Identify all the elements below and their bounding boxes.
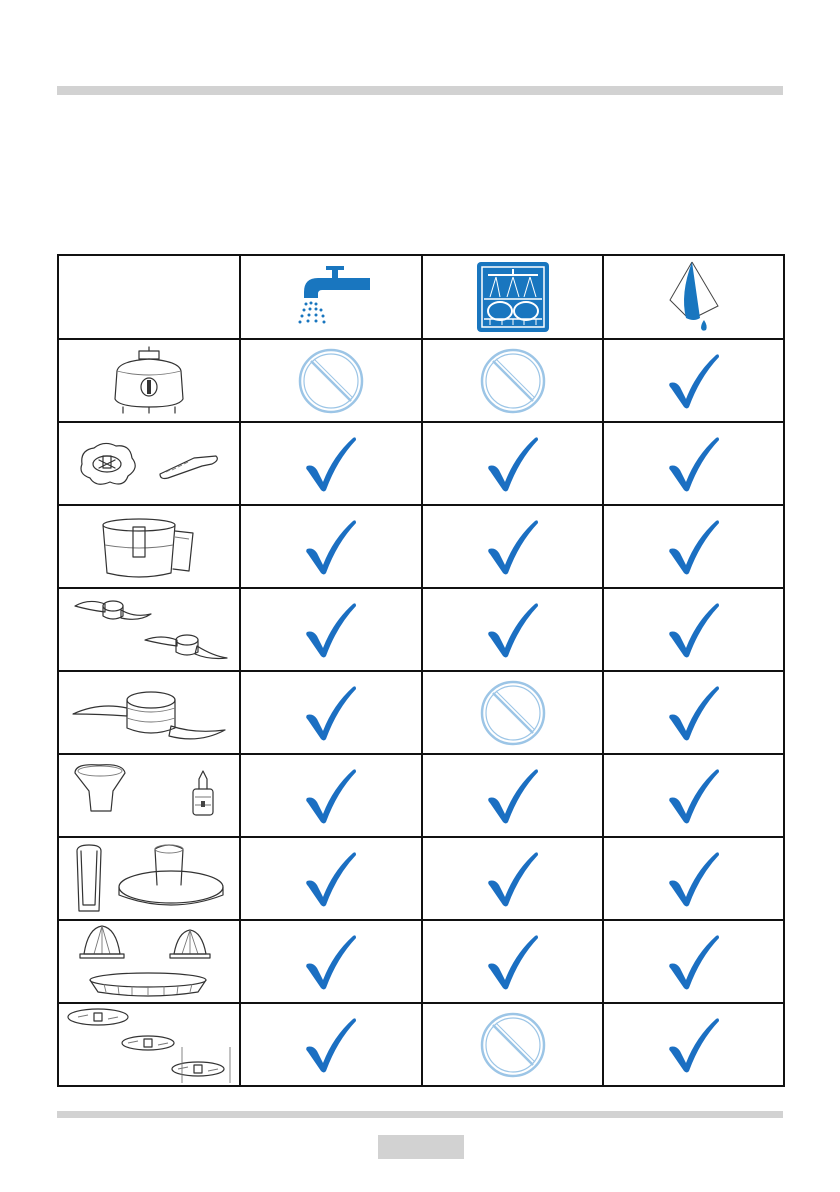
header-tap-cell <box>240 255 422 339</box>
status-cell <box>240 837 422 920</box>
part-cell <box>58 754 240 837</box>
check-icon <box>485 849 541 909</box>
status-cell <box>422 920 603 1003</box>
status-cell <box>422 671 603 754</box>
table-row <box>58 588 784 671</box>
status-cell <box>240 754 422 837</box>
status-cell <box>240 1003 422 1086</box>
status-cell <box>422 422 603 505</box>
prohibited-icon <box>478 1010 548 1080</box>
disc-and-spatula-icon <box>74 434 224 494</box>
header-dishwasher-cell <box>422 255 603 339</box>
status-cell <box>422 505 603 588</box>
part-cell <box>58 588 240 671</box>
status-cell <box>422 837 603 920</box>
table-row <box>58 505 784 588</box>
status-cell <box>603 754 784 837</box>
check-icon <box>303 434 359 494</box>
processing-bowl-icon <box>89 511 209 583</box>
check-icon <box>485 434 541 494</box>
table-row <box>58 339 784 422</box>
status-cell <box>603 505 784 588</box>
status-cell <box>603 588 784 671</box>
status-cell <box>240 920 422 1003</box>
status-cell <box>240 671 422 754</box>
part-cell <box>58 920 240 1003</box>
table-row <box>58 754 784 837</box>
table-row <box>58 671 784 754</box>
dishwasher-icon <box>476 261 550 333</box>
prohibited-icon <box>296 346 366 416</box>
part-cell <box>58 671 240 754</box>
status-cell <box>603 671 784 754</box>
page-number-tab <box>378 1135 464 1159</box>
check-icon <box>485 600 541 660</box>
table-row <box>58 920 784 1003</box>
header-cloth-cell <box>603 255 784 339</box>
check-icon <box>485 766 541 826</box>
prohibited-icon <box>478 678 548 748</box>
status-cell <box>240 339 422 422</box>
status-cell <box>240 422 422 505</box>
table-row <box>58 422 784 505</box>
cup-and-coupler-icon <box>69 761 229 831</box>
status-cell <box>603 1003 784 1086</box>
check-icon <box>666 1015 722 1075</box>
status-cell <box>603 837 784 920</box>
table-row <box>58 837 784 920</box>
table-row <box>58 1003 784 1086</box>
check-icon <box>666 434 722 494</box>
motor-base-icon <box>99 345 199 417</box>
cleaning-table <box>57 254 785 1087</box>
check-icon <box>666 932 722 992</box>
check-icon <box>666 766 722 826</box>
juicer-cones-icon <box>74 924 224 1000</box>
status-cell <box>603 920 784 1003</box>
check-icon <box>666 683 722 743</box>
status-cell <box>422 339 603 422</box>
pusher-and-lid-icon <box>69 841 229 917</box>
check-icon <box>303 683 359 743</box>
status-cell <box>240 505 422 588</box>
header-blank-cell <box>58 255 240 339</box>
part-cell <box>58 505 240 588</box>
check-icon <box>303 517 359 577</box>
status-cell <box>240 588 422 671</box>
part-cell <box>58 1003 240 1086</box>
check-icon <box>666 600 722 660</box>
check-icon <box>303 849 359 909</box>
part-cell <box>58 837 240 920</box>
check-icon <box>485 517 541 577</box>
part-cell <box>58 339 240 422</box>
main-blade-icon <box>69 678 229 748</box>
status-cell <box>603 339 784 422</box>
check-icon <box>666 351 722 411</box>
footer-rule <box>57 1111 783 1118</box>
status-cell <box>422 588 603 671</box>
check-icon <box>485 932 541 992</box>
slicing-discs-icon <box>64 1007 234 1083</box>
check-icon <box>303 1015 359 1075</box>
check-icon <box>303 600 359 660</box>
status-cell <box>603 422 784 505</box>
prohibited-icon <box>478 346 548 416</box>
chopping-blades-icon <box>69 592 229 668</box>
check-icon <box>303 766 359 826</box>
header-rule <box>57 86 783 95</box>
check-icon <box>303 932 359 992</box>
part-cell <box>58 422 240 505</box>
check-icon <box>666 517 722 577</box>
cloth-wipe-icon <box>664 260 724 334</box>
check-icon <box>666 849 722 909</box>
table-header-row <box>58 255 784 339</box>
status-cell <box>422 754 603 837</box>
status-cell <box>422 1003 603 1086</box>
tap-water-icon <box>286 264 376 330</box>
